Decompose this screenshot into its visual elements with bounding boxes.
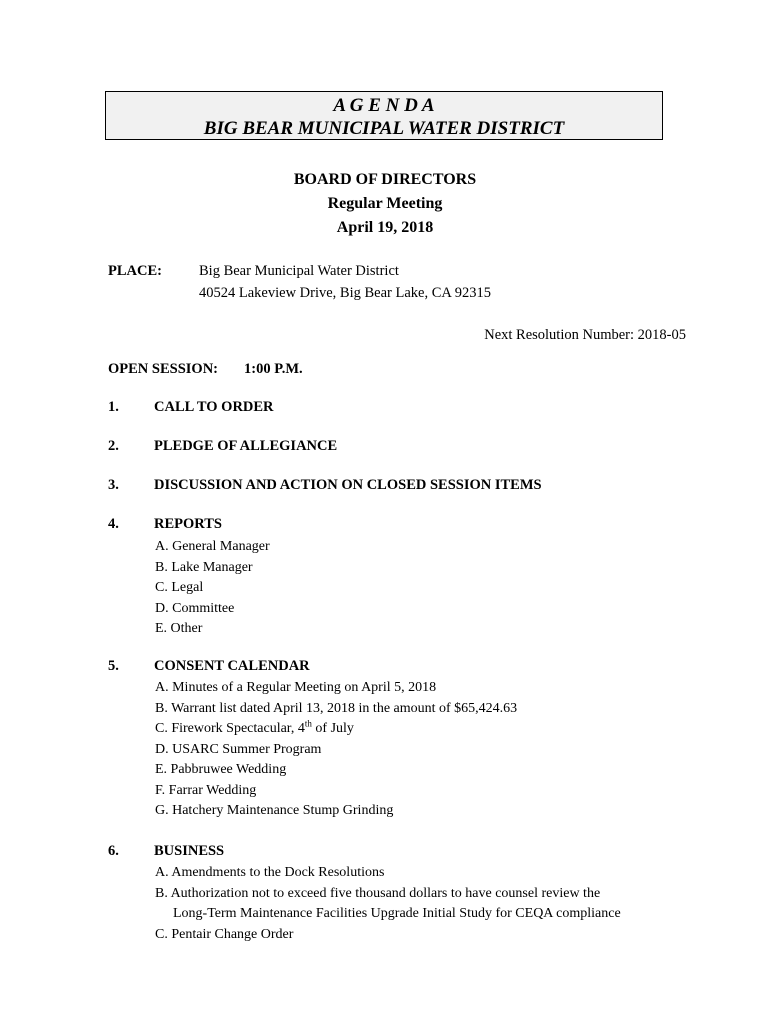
open-session-time: 1:00 P.M. (244, 361, 303, 377)
list-item-continuation: Long-Term Maintenance Facilities Upgrade Initial Study for CEQA compliance (173, 906, 621, 921)
board-title: BOARD OF DIRECTORS (293, 171, 477, 188)
item-title: CALL TO ORDER (154, 399, 274, 415)
meeting-type: Regular Meeting (327, 195, 443, 212)
item-title: PLEDGE OF ALLEGIANCE (154, 438, 338, 454)
item-title: CONSENT CALENDAR (154, 658, 310, 674)
item-number: 2. (108, 438, 119, 454)
ordinal-suffix: th (304, 718, 312, 729)
district-name: BIG BEAR MUNICIPAL WATER DISTRICT (203, 118, 565, 139)
item-number: 6. (108, 843, 119, 859)
list-item-text: C. Firework Spectacular, 4 (155, 721, 305, 736)
item-title: REPORTS (154, 516, 222, 532)
item-number: 1. (108, 399, 119, 415)
item-number: 4. (108, 516, 119, 532)
list-item: A. General Manager (155, 539, 270, 554)
agenda-heading: A G E N D A (333, 95, 435, 116)
consent-calendar-list (155, 678, 517, 822)
board-header (0, 168, 770, 240)
agenda-title-box (105, 91, 663, 140)
item-number: 3. (108, 477, 119, 493)
place-line-1: Big Bear Municipal Water District (199, 263, 399, 279)
list-item: D. Committee (155, 600, 235, 616)
list-item: G. Hatchery Maintenance Stump Grinding (155, 803, 394, 818)
list-item: B. Warrant list dated April 13, 2018 in the amount of $65,424.63 (155, 700, 518, 716)
list-item: A. Amendments to the Dock Resolutions (155, 865, 385, 880)
item-title: DISCUSSION AND ACTION ON CLOSED SESSION ITEMS (154, 477, 542, 493)
list-item: D. USARC Summer Program (155, 741, 322, 757)
item-number: 5. (108, 658, 119, 674)
list-item: B. Authorization not to exceed five thousand dollars to have counsel review the (155, 885, 601, 901)
open-session-label: OPEN SESSION: (108, 361, 218, 377)
reports-list (155, 537, 270, 640)
business-list (155, 863, 621, 945)
list-item: C. Pentair Change Order (155, 926, 294, 942)
list-item (155, 719, 517, 740)
list-item: C. Legal (155, 580, 204, 595)
place-label: PLACE: (108, 263, 162, 279)
list-item: E. Other (155, 621, 203, 636)
place-line-2: 40524 Lakeview Drive, Big Bear Lake, CA 92315 (199, 285, 491, 301)
list-item: A. Minutes of a Regular Meeting on April 5, 2018 (155, 680, 437, 695)
meeting-date: April 19, 2018 (336, 219, 434, 236)
list-item-text-end: of July (311, 721, 354, 736)
list-item: F. Farrar Wedding (155, 782, 257, 798)
next-resolution-number: Next Resolution Number: 2018-05 (484, 327, 686, 343)
list-item: E. Pabbruwee Wedding (155, 762, 287, 777)
item-title: BUSINESS (154, 843, 225, 859)
list-item: B. Lake Manager (155, 559, 253, 575)
